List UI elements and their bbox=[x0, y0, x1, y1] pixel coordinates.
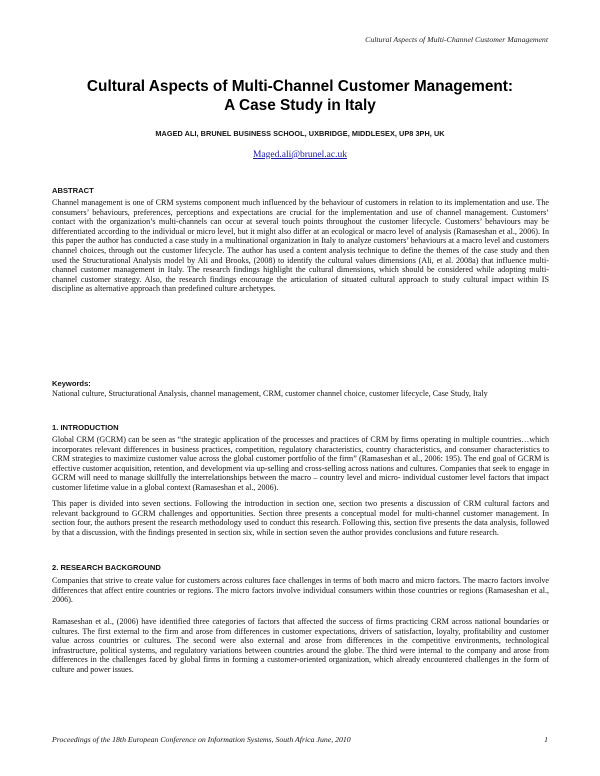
research-background-paragraph-1: Companies that strive to create value for customers across cultures face challenges in terms of both macro and micro factors. The macro factors involve differences that affect entire countries or regions. The micro factors involve individual consumers within those countries or regions (Ramaseshan et al., 2006). bbox=[52, 576, 549, 605]
author-email-line bbox=[40, 150, 560, 160]
introduction-paragraph-2: This paper is divided into seven sections. Following the introduction in section one, section two presents a discussion of CRM cultural factors and relevant background to GCRM challenges and opportunities. Section three presents a conceptual model for multi-channel customer management. In section four, the authors present the research methodology used to conduct this research. Following this, section five presents the data analysis, followed by that a discussion, with the findings presented in section six, while in section seven the author provides conclusions and future research. bbox=[52, 499, 549, 537]
footer-proceedings: Proceedings of the 18th European Conference on Information Systems, South Africa June, 2010 bbox=[52, 735, 351, 744]
introduction-heading: 1. INTRODUCTION bbox=[52, 423, 119, 432]
page-number: 1 bbox=[544, 735, 548, 744]
abstract-heading: ABSTRACT bbox=[52, 186, 94, 195]
introduction-paragraph-1: Global CRM (GCRM) can be seen as “the strategic application of the processes and practices of CRM by firms operating in multiple countries…which incorporates relevant differences in business practices, competition, regulatory characteristics, country characteristics, and consumer characteristics to CRM strategies to maximize customer value across the global customer portfolio of the firm” (Ramaseshan et al., 2006: 195). The end goal of GCRM is effective customer acquisition, retention, and development via up-selling and cross-selling across nations and cultures. Companies that seek to engage in GCRM will need to manage skillfully the interrelationships between the macro – country level and micro- individual customer level factors that impact customer lifetime value in a global context (Ramaseshan et al., 2006). bbox=[52, 435, 549, 492]
running-head: Cultural Aspects of Multi-Channel Customer Management bbox=[365, 35, 548, 44]
research-background-paragraph-2: Ramaseshan et al., (2006) have identified three categories of factors that affected the success of firms practicing CRM across national boundaries or cultures. The first external to the firm and arose from differences in customer expectations, drivers of satisfaction, loyalty, profitability and customer value across countries or cultures. The second were also external and arose from differences in the competitive environments, technological infrastructure, political systems, and regulatory variations between countries around the globe. The third were internal to the company and arose from differences in the challenges faced by global firms in forming a customer-oriented organization, which already encountered challenges in the form of culture and power issues. bbox=[52, 617, 549, 674]
abstract-text: Channel management is one of CRM systems component much influenced by the behaviour of customers in relation to its implementation and use. The consumers’ behaviours, preferences, perceptions and expectations are crucial for the implementation and use of channel management. Customers’ contact with the organization’s multi-channels can occur at several touch points throughout the customer lifecycle. Customers’ behaviours may be differentiated according to the individual or micro level, but it might also differ at an ecological or macro level of analysis (Ramaseshan et al., 2006). In this paper the author has conducted a case study in a multinational organization in Italy to analyze customers’ behaviours at a macro level and customers channel choices, through out the customer lifecycle. The author has used a content analysis technique to define the themes of the case study and then used the Structurational Analysis model by Ali and Brooks, (2008) to identify the cultural values dimensions (Ali, et al. 2008a) that influence multi-channel customer management in Italy. The research findings highlight the cultural dimensions, which should be considered while adopting multi-channel customer strategy. Also, the research findings encourage the articulation of situated cultural approach to study cultural impact within IS discipline as alternative approach than predefined culture archetypes. bbox=[52, 198, 549, 294]
keywords-heading: Keywords: bbox=[52, 379, 91, 388]
title-line-2: A Case Study in Italy bbox=[224, 97, 376, 114]
paper-title bbox=[40, 77, 560, 115]
keywords-text: National culture, Structurational Analysis, channel management, CRM, customer channel choice, customer lifecycle, Case Study, Italy bbox=[52, 389, 488, 398]
title-line-1: Cultural Aspects of Multi-Channel Customer Management: bbox=[86, 78, 514, 95]
research-background-heading: 2. RESEARCH BACKGROUND bbox=[52, 563, 161, 572]
author-affiliation: MAGED ALI, BRUNEL BUSINESS SCHOOL, UXBRIDGE, MIDDLESEX, UP8 3PH, UK bbox=[155, 129, 445, 138]
author-email-link[interactable]: Maged.ali@brunel.ac.uk bbox=[253, 150, 347, 160]
